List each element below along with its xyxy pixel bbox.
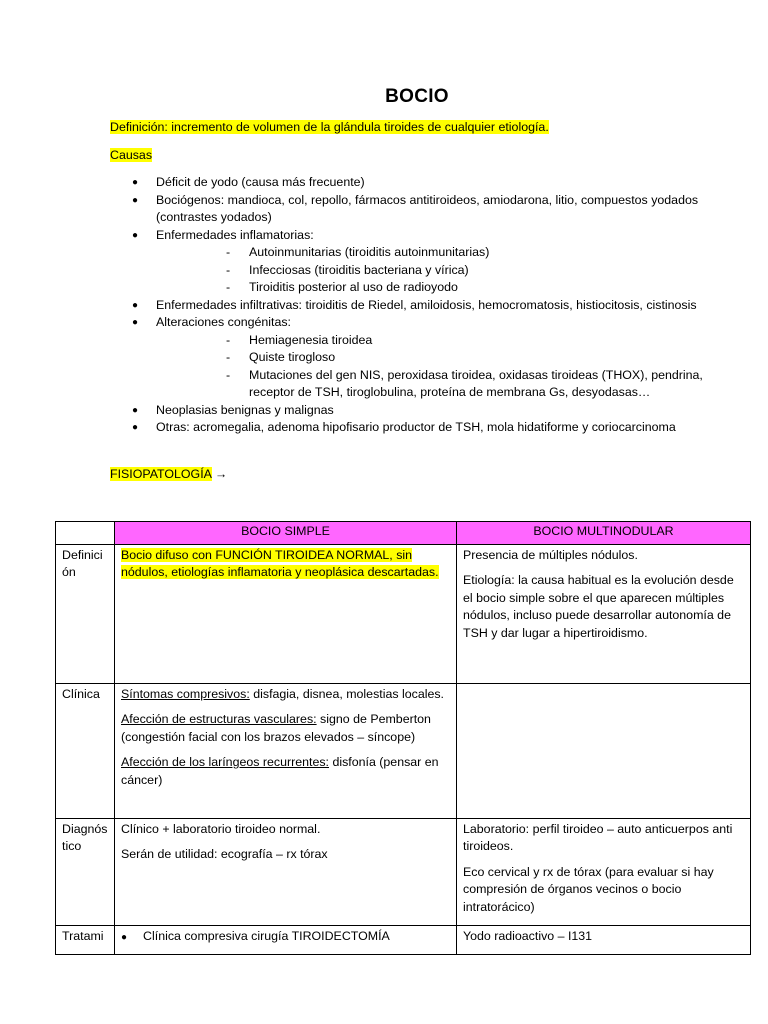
list-item bbox=[110, 314, 720, 402]
list-item-text: Bociógenos: mandioca, col, repollo, fármacos antitiroideos, amiodarona, litio, compuestos yodados (contrastes yodados) bbox=[156, 192, 699, 224]
diagnostico-multi-p1: Laboratorio: perfil tiroideo – auto anticuerpos anti tiroideos. bbox=[463, 821, 733, 853]
clinica-p3 bbox=[121, 754, 450, 789]
header-bocio-simple: BOCIO SIMPLE bbox=[115, 522, 457, 545]
clinica-p1-term: Síntomas compresivos: bbox=[121, 686, 250, 701]
diagnostico-simple-p1: Clínico + laboratorio tiroideo normal. bbox=[121, 821, 321, 836]
clinica-p3-text: disfonía (pensar en cáncer) bbox=[121, 755, 439, 787]
clinica-p1 bbox=[121, 686, 450, 704]
clinica-p3-term: Afección de los laríngeos recurrentes: bbox=[121, 755, 329, 769]
cell-tratamiento-simple bbox=[115, 925, 457, 954]
diagnostico-multi-p2: Eco cervical y rx de tórax (para evaluar si hay compresión de órganos vecinos o bocio intratorácico) bbox=[463, 864, 714, 914]
list-item bbox=[110, 402, 720, 420]
table-header-row bbox=[56, 522, 751, 545]
clinica-p1-text: disfagia, disnea, molestias locales. bbox=[249, 686, 445, 701]
cell-definicion-multi bbox=[457, 544, 751, 683]
header-bocio-multinodular: BOCIO MULTINODULAR bbox=[457, 522, 751, 545]
sub-list bbox=[156, 244, 720, 297]
cell-diagnostico-simple bbox=[115, 818, 457, 925]
definition-highlight: Definición: incremento de volumen de la glándula tiroides de cualquier etiología. bbox=[110, 120, 549, 134]
table-row-clinica bbox=[56, 683, 751, 818]
row-label-tratamiento: Tratami bbox=[56, 925, 115, 954]
row-label-definicion: Definición bbox=[56, 544, 115, 683]
sub-list-item: - Mutaciones del gen NIS, peroxidasa tiroidea, oxidasas tiroideas (THOX), pendrina, receptor de TSH, tiroglobulina, proteína de membrana Gs, desyodasas… bbox=[156, 367, 720, 402]
causes-list bbox=[110, 174, 720, 437]
list-item bbox=[110, 227, 720, 297]
definicion-simple-highlight: Bocio difuso con FUNCIÓN TIROIDEA NORMAL, sin nódulos, etiologías inflamatoria y neoplásica descartadas. bbox=[121, 547, 439, 579]
row-label-diagnostico: Diagnóstico bbox=[56, 818, 115, 925]
cell-diagnostico-multi bbox=[457, 818, 751, 925]
sub-list-item: - Infecciosas (tiroiditis bacteriana y vírica) bbox=[156, 262, 720, 280]
list-item bbox=[110, 192, 720, 227]
definicion-multi-p1: Presencia de múltiples nódulos. bbox=[463, 547, 638, 562]
list-item-text: Otras: acromegalia, adenoma hipofisario productor de TSH, mola hidatiforme y coriocarcinoma bbox=[156, 420, 676, 434]
diagnostico-simple-p2: Serán de utilidad: ecografía – rx tórax bbox=[121, 847, 328, 861]
list-item-text: Neoplasias benignas y malignas bbox=[156, 402, 334, 417]
clinica-p2-text: signo de Pemberton (congestión facial con los brazos elevados – síncope) bbox=[121, 712, 431, 744]
table-row-diagnostico bbox=[56, 818, 751, 925]
sub-list-item: - Tiroiditis posterior al uso de radioyodo bbox=[156, 279, 720, 297]
cell-tratamiento-multi: Yodo radioactivo – I131 bbox=[457, 925, 751, 954]
sub-list-item: - Hemiagenesia tiroidea bbox=[156, 332, 720, 350]
fisiopatologia-label: FISIOPATOLOGÍA bbox=[110, 467, 212, 481]
sub-list-item: - Autoinmunitarias (tiroiditis autoinmunitarias) bbox=[156, 244, 720, 262]
fisiopatologia-heading bbox=[110, 466, 227, 484]
page-title: BOCIO bbox=[385, 86, 449, 107]
list-item-text: Enfermedades inflamatorias: bbox=[156, 227, 314, 242]
bullet-icon bbox=[121, 929, 143, 943]
cell-definicion-simple bbox=[115, 544, 457, 683]
list-item bbox=[110, 419, 720, 437]
sub-list bbox=[156, 332, 720, 402]
table-row-tratamiento bbox=[56, 925, 751, 954]
definition-text bbox=[110, 119, 549, 137]
list-item bbox=[110, 174, 720, 192]
causes-heading-label: Causas bbox=[110, 148, 153, 162]
table-header-empty bbox=[56, 522, 115, 545]
list-item-text: Déficit de yodo (causa más frecuente) bbox=[156, 175, 365, 189]
right-arrow-icon: → bbox=[214, 467, 228, 481]
table-row-definicion bbox=[56, 544, 751, 683]
cell-clinica-simple bbox=[115, 683, 457, 818]
sub-list-item: - Quiste tirogloso bbox=[156, 349, 720, 367]
causes-heading bbox=[110, 147, 152, 165]
list-item-text: Enfermedades infiltrativas: tiroiditis de Riedel, amiloidosis, hemocromatosis, histiocitosis, cistinosis bbox=[156, 297, 697, 312]
row-label-clinica: Clínica bbox=[56, 683, 115, 818]
cell-clinica-multi bbox=[457, 683, 751, 818]
list-item bbox=[110, 297, 720, 315]
tratamiento-simple-text: Clínica compresiva cirugía TIROIDECTOMÍA bbox=[143, 928, 390, 943]
clinica-p2-term: Afección de estructuras vasculares: bbox=[121, 712, 317, 726]
list-item-text: Alteraciones congénitas: bbox=[156, 315, 292, 329]
definicion-multi-p2: Etiología: la causa habitual es la evolución desde el bocio simple sobre el que aparecen múltiples nódulos, incluso puede desarrollar autonomía de TSH y dar lugar a hipertiroidismo. bbox=[463, 573, 734, 640]
clinica-p2 bbox=[121, 711, 450, 746]
comparison-table bbox=[55, 521, 751, 955]
